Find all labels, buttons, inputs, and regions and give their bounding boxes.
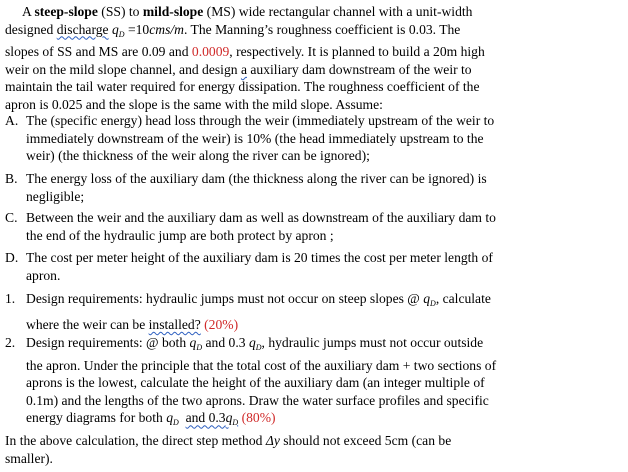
assumption-c bbox=[5, 209, 615, 244]
assumption-d bbox=[5, 249, 615, 284]
item-label: 2. bbox=[5, 335, 16, 350]
subscript: D bbox=[430, 299, 436, 308]
assumption-a bbox=[5, 112, 615, 165]
text: (SS) to bbox=[97, 4, 143, 19]
item-line: immediately downstream of the weir) is 10% (the head immediately upstream to the bbox=[26, 130, 484, 146]
text: In the above calculation, the direct step method bbox=[5, 433, 266, 448]
intro-line bbox=[5, 43, 621, 61]
delta-y-symbol: Δy bbox=[265, 433, 280, 448]
text: and 0.3 bbox=[185, 410, 226, 426]
closing-line: smaller). bbox=[5, 450, 53, 466]
subscript: D bbox=[255, 343, 262, 352]
text: . The Manning’s roughness coefficient is 0.03. The bbox=[183, 21, 461, 37]
item-line: apron. bbox=[26, 267, 61, 283]
item-label: D. bbox=[5, 250, 19, 265]
spellcheck-word: a bbox=[240, 61, 247, 77]
spellcheck-word: installed? bbox=[148, 317, 201, 332]
discharge-symbol: q bbox=[423, 291, 431, 306]
text: should not exceed 5cm (can be bbox=[279, 433, 452, 448]
item-line: The cost per meter height of the auxiliary dam is 20 times the cost per meter length of bbox=[26, 250, 493, 265]
text: Design requirements: hydraulic jumps must not occur on steep slopes @ bbox=[26, 291, 424, 306]
item-label: A. bbox=[5, 113, 19, 128]
discharge-symbol: q bbox=[189, 335, 197, 350]
item-line: the end of the hydraulic jump are both protect by apron ; bbox=[26, 227, 334, 243]
item-line bbox=[26, 334, 615, 357]
item-line bbox=[26, 314, 615, 335]
subscript: D bbox=[118, 29, 125, 39]
assumption-b bbox=[5, 170, 615, 205]
text: slopes of SS and MS are 0.09 and bbox=[5, 44, 192, 60]
intro-line: apron is 0.025 and the slope is the same with the mild slope. Assume: bbox=[5, 96, 383, 112]
subscript: D bbox=[232, 418, 239, 428]
text: energy diagrams for both bbox=[26, 410, 167, 426]
discharge-symbol: q bbox=[225, 410, 233, 426]
item-line bbox=[26, 288, 615, 314]
intro-line: maintain the tail water required for energy dissipation. The roughness coefficient of the bbox=[5, 79, 480, 95]
item-label: 1. bbox=[5, 291, 16, 306]
closing-note bbox=[5, 432, 615, 467]
highlighted-slope: 0.0009 bbox=[191, 44, 230, 60]
spellcheck-word: discharge bbox=[56, 21, 109, 37]
item-line: the apron. Under the principle that the total cost of the auxiliary dam + two sections of bbox=[26, 357, 497, 373]
item-line bbox=[26, 409, 615, 432]
subscript: D bbox=[172, 418, 179, 428]
unit: cms/m bbox=[149, 21, 184, 37]
item-line: Between the weir and the auxiliary dam as well as downstream of the auxiliary dam to bbox=[26, 210, 496, 225]
text: , calculate bbox=[435, 291, 491, 306]
score-weight: (80%) bbox=[238, 410, 276, 426]
text: Design requirements: @ both bbox=[26, 335, 190, 350]
item-line: negligible; bbox=[26, 188, 85, 204]
item-line: weir) (the thickness of the weir along the river can be ignored); bbox=[26, 148, 370, 164]
closing-line bbox=[5, 432, 615, 450]
text: , hydraulic jumps must not occur outside bbox=[261, 335, 484, 350]
item-line: The energy loss of the auxiliary dam (the thickness along the river can be ignored) is bbox=[26, 171, 487, 186]
question-1 bbox=[5, 288, 615, 335]
text: and 0.3 bbox=[202, 335, 249, 350]
text: where the weir can be bbox=[26, 317, 149, 332]
text: weir on the mild slope channel, and design bbox=[5, 61, 241, 77]
discharge-symbol: q bbox=[166, 410, 173, 426]
intro-line bbox=[5, 21, 621, 44]
steep-slope-term: steep-slope bbox=[34, 4, 98, 19]
text: A bbox=[22, 4, 35, 19]
text: (MS) wide rectangular channel with a unit-width bbox=[203, 4, 473, 19]
item-label: C. bbox=[5, 210, 18, 225]
mild-slope-term: mild-slope bbox=[142, 4, 204, 19]
subscript: D bbox=[196, 343, 203, 352]
text: auxiliary dam downstream of the weir to bbox=[247, 61, 472, 77]
text: =10 bbox=[124, 21, 150, 37]
score-weight: (20%) bbox=[200, 317, 239, 332]
spellcheck-span bbox=[185, 410, 239, 428]
item-label: B. bbox=[5, 171, 18, 186]
discharge-symbol: q bbox=[111, 21, 119, 37]
text: designed bbox=[5, 21, 57, 37]
discharge-symbol: q bbox=[248, 335, 256, 350]
item-line: The (specific energy) head loss through the weir (immediately upstream of the weir to bbox=[26, 113, 495, 128]
problem-intro bbox=[5, 3, 621, 114]
item-line: aprons is the lowest, calculate the height of the auxiliary dam (an integer multiple of bbox=[26, 375, 485, 391]
item-line: 0.1m) and the lengths of the two aprons. Draw the water surface profiles and specific bbox=[26, 392, 489, 408]
intro-line bbox=[5, 61, 621, 79]
intro-line bbox=[5, 3, 621, 21]
text: , respectively. It is planned to build a 20m high bbox=[229, 44, 485, 60]
question-2 bbox=[5, 334, 615, 432]
